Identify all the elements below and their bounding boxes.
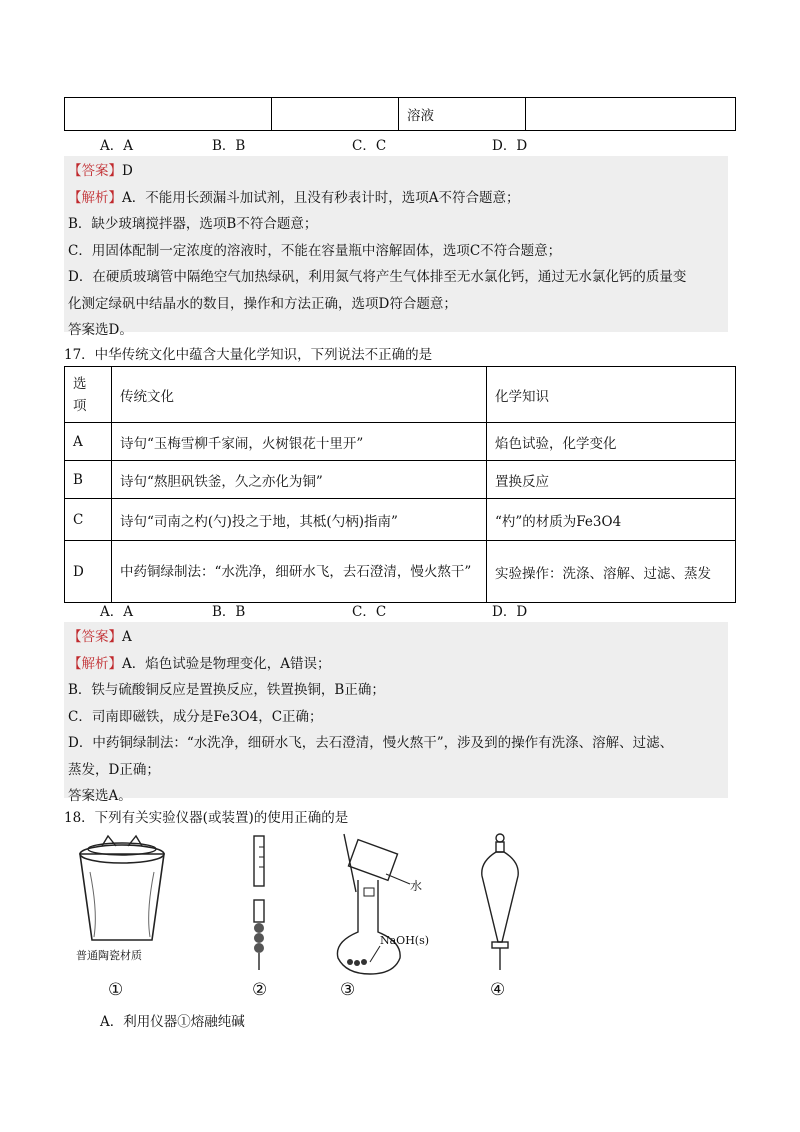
header-chem: 化学知识 — [487, 367, 736, 423]
analysis-text: C．司南即磁铁，成分是Fe3O4，C正确； — [68, 708, 323, 725]
option-c: C．C — [352, 138, 387, 154]
row-option: C — [65, 499, 112, 541]
naoh-label: NaOH(s) — [380, 934, 430, 947]
header-option: 选 项 — [65, 367, 112, 423]
option-b: B．B — [212, 138, 246, 154]
separatory-funnel-figure — [478, 832, 523, 972]
row-culture: 诗句“玉梅雪柳千家闹，火树银花十里开” — [112, 423, 487, 461]
row-culture: 诗句“熬胆矾铁釜，久之亦化为铜” — [112, 461, 487, 499]
table-cell-solution: 溶液 — [399, 98, 526, 131]
figure-number-1: ① — [108, 980, 124, 1000]
crucible-figure — [72, 832, 172, 967]
row-chem: 焰色试验，化学变化 — [487, 423, 736, 461]
q16-answer-block — [64, 156, 728, 338]
figure-number-4: ④ — [490, 980, 506, 1000]
top-table-fragment — [64, 97, 736, 131]
crucible-label: 普通陶瓷材质 — [76, 949, 142, 962]
row-option: D — [65, 541, 112, 603]
analysis-text: 答案选D。 — [68, 322, 133, 338]
row-chem: 实验操作：洗涤、溶解、过滤、蒸发 — [487, 541, 736, 603]
figure-number-2: ② — [252, 980, 268, 1000]
table-cell — [272, 98, 399, 131]
analysis-text: D．中药铜绿制法：“水洗净，细研水飞，去石澄清，慢火熬干”，涉及到的操作有洗涤、溶解、过滤、 — [68, 735, 674, 751]
option-b: B．B — [212, 604, 246, 620]
table-cell — [65, 98, 272, 131]
row-culture: 诗句“司南之杓(勺)投之于地，其柢(勺柄)指南” — [112, 499, 487, 541]
option-a: A．A — [100, 138, 133, 154]
row-chem: “杓”的材质为Fe3O4 — [487, 499, 736, 541]
volumetric-flask-figure — [330, 832, 460, 977]
analysis-text: C．用固体配制一定浓度的溶液时，不能在容量瓶中溶解固体，选项C不符合题意； — [68, 242, 562, 259]
option-c: C．C — [352, 604, 387, 620]
row-chem: 置换反应 — [487, 461, 736, 499]
analysis-text: A．不能用长颈漏斗加试剂，且没有秒表计时，选项A不符合题意； — [122, 189, 520, 206]
header-culture: 传统文化 — [112, 367, 487, 423]
row-option: B — [65, 461, 112, 499]
water-label: 水 — [410, 879, 423, 893]
row-option: A — [65, 423, 112, 461]
analysis-tag: 【解析】 — [68, 655, 122, 672]
q18-title: 18．下列有关实验仪器(或装置)的使用正确的是 — [64, 810, 349, 826]
analysis-text: A．焰色试验是物理变化，A错误； — [122, 655, 331, 672]
row-culture: 中药铜绿制法：“水洗净，细研水飞，去石澄清，慢火熬干” — [112, 541, 487, 603]
analysis-text: 蒸发，D正确； — [68, 761, 160, 778]
analysis-line — [68, 185, 724, 212]
answer-line — [68, 158, 724, 185]
q17-answer-block — [64, 622, 728, 804]
answer-tag: 【答案】 — [68, 629, 122, 645]
answer-value: A — [122, 629, 132, 645]
option-d: D．D — [492, 138, 528, 154]
analysis-text: 化测定绿矾中结晶水的数目，操作和方法正确，选项D符合题意； — [68, 295, 457, 312]
analysis-text: 答案选A。 — [68, 788, 132, 804]
option-a: A．A — [100, 604, 133, 620]
analysis-text: D．在硬质玻璃管中隔绝空气加热绿矾，利用氮气将产生气体排至无水氯化钙，通过无水氯化钙的质量变 — [68, 269, 687, 285]
burette-figure — [240, 832, 280, 977]
table-cell — [526, 98, 736, 131]
answer-tag: 【答案】 — [68, 163, 122, 179]
option-d: D．D — [492, 604, 528, 620]
analysis-tag: 【解析】 — [68, 189, 122, 206]
analysis-text: B．铁与硫酸铜反应是置换反应，铁置换铜，B正确； — [68, 682, 385, 698]
q17-table — [64, 366, 736, 603]
answer-value: D — [122, 163, 133, 179]
figure-number-3: ③ — [340, 980, 356, 1000]
analysis-line — [68, 651, 724, 678]
q17-title: 17．中华传统文化中蕴含大量化学知识，下列说法不正确的是 — [64, 347, 433, 363]
q18-option-a: A．利用仪器①熔融纯碱 — [100, 1014, 245, 1030]
analysis-text: B．缺少玻璃搅拌器，选项B不符合题意； — [68, 216, 318, 232]
answer-line — [68, 624, 724, 651]
